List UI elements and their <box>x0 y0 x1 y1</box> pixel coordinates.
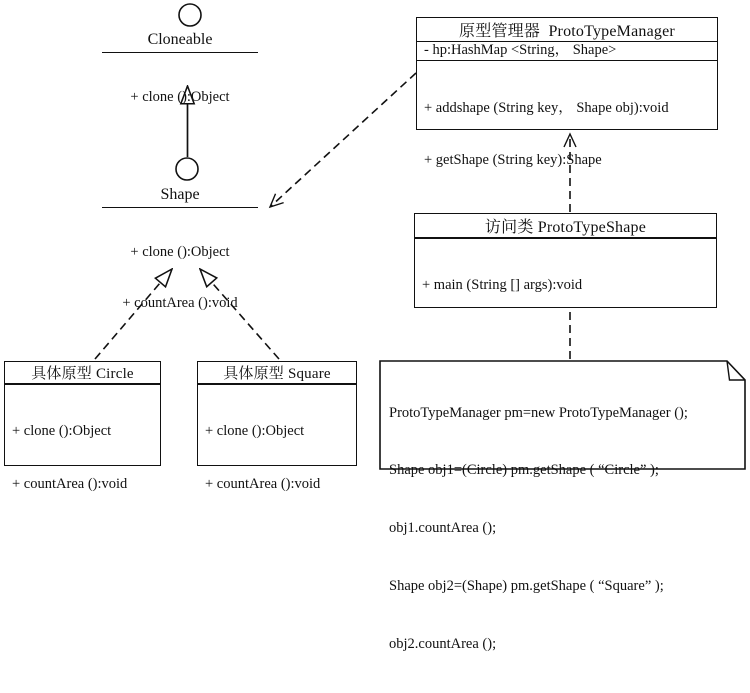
code-line: ProtoTypeManager pm=new ProtoTypeManager (); <box>389 404 688 421</box>
class-method: + addshape (String key， Shape obj):void <box>424 99 669 116</box>
class-method: + clone ():Object <box>205 423 305 439</box>
shape-method: + countArea ():void <box>122 295 238 311</box>
class-prototypemanager <box>416 17 718 168</box>
interface-cloneable <box>102 31 258 140</box>
class-attribute: - hp:HashMap <String， Shape> <box>424 42 617 58</box>
shape-name: Shape <box>102 186 258 208</box>
cloneable-interface-circle-icon <box>179 4 201 26</box>
class-title: 访问类 ProtoTypeShape <box>415 214 716 238</box>
class-concrete-square <box>197 361 357 492</box>
class-concrete-circle <box>4 361 161 492</box>
dependency-manager-to-shape <box>270 73 416 207</box>
class-title: 原型管理器 ProtoTypeManager <box>417 18 717 42</box>
class-method: + main (String [] args):void <box>422 277 583 293</box>
class-method: + countArea ():void <box>205 475 321 492</box>
class-title: 具体原型 Circle <box>5 362 160 384</box>
interface-shape <box>102 186 258 346</box>
code-line: Shape obj1=(Circle) pm.getShape ( “Circle” ); <box>389 462 659 479</box>
note-code <box>389 365 739 693</box>
class-method: + countArea ():void <box>12 475 128 492</box>
class-method: + clone ():Object <box>12 423 112 439</box>
class-method: + getShape (String key):Shape <box>424 152 602 168</box>
shape-method: + clone ():Object <box>130 244 230 260</box>
code-line: Shape obj2=(Shape) pm.getShape ( “Square” ); <box>389 578 664 595</box>
class-prototypeshape <box>414 213 717 308</box>
cloneable-name: Cloneable <box>102 31 258 53</box>
code-line: obj2.countArea (); <box>389 636 497 653</box>
cloneable-method: + clone ():Object <box>130 89 230 105</box>
class-title: 具体原型 Square <box>198 362 356 384</box>
code-line: obj1.countArea (); <box>389 520 497 537</box>
shape-interface-circle-icon <box>176 158 198 180</box>
